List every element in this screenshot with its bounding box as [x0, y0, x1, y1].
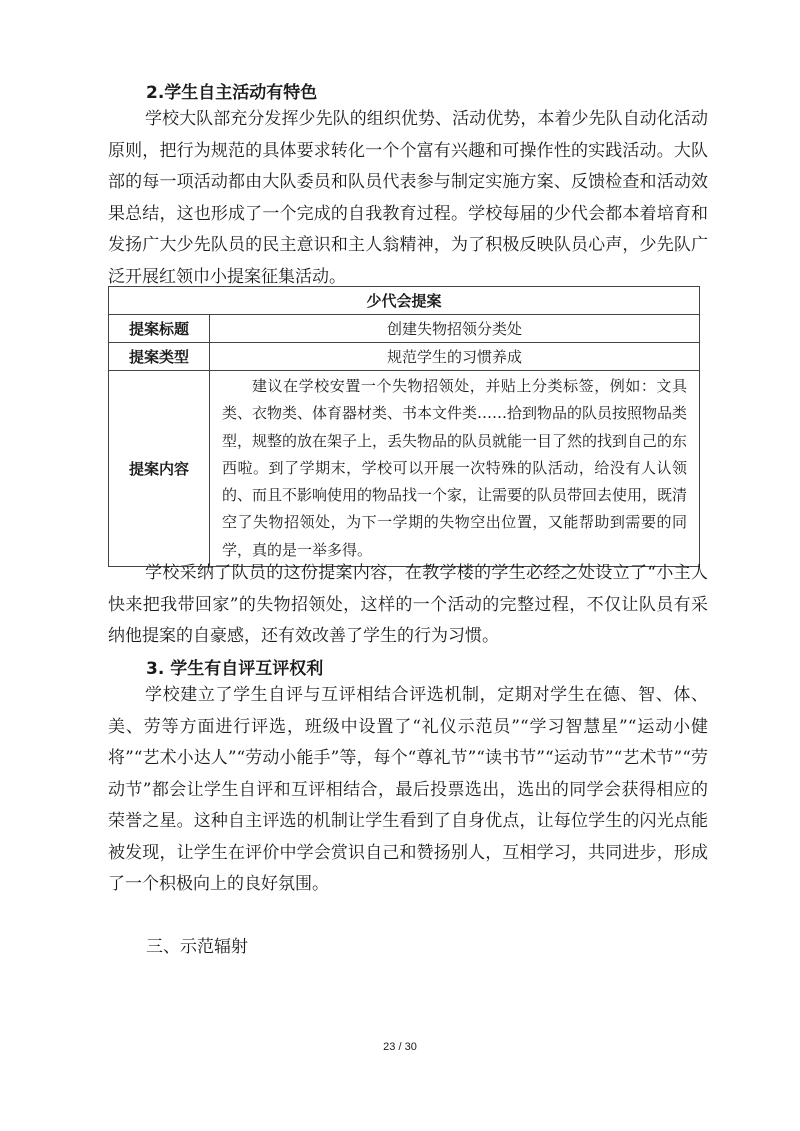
- table-value: 规范学生的习惯养成: [210, 343, 700, 371]
- body-paragraph: 学校大队部充分发挥少先队的组织优势、活动优势，本着少先队自动化活动原则，把行为规范的具体要求转化一个个富有兴趣和可操作性的实践活动。大队部的每一项活动都由大队委员和队员代表参与制定实施方案、反馈检查和活动效果总结，这也形成了一个完成的自我教育过程。学校每届的少代会都本着培育和发扬广大少先队员的民主意识和主人翁精神，为了积极反映队员心声，少先队广泛开展红领巾小提案征集活动。: [108, 109, 708, 287]
- table-row: [109, 371, 700, 567]
- table-row: [109, 315, 700, 343]
- table-title: 少代会提案: [109, 287, 700, 315]
- body-paragraph: 学校建立了学生自评与互评相结合评选机制，定期对学生在德、智、体、美、劳等方面进行评选，班级中设置了“礼仪示范员”“学习智慧星”“运动小健将”“艺术小达人”“劳动小能手”等，每个“尊礼节”“读书节”“运动节”“艺术节”“劳动节”都会让学生自评和互评相结合，最后投票选出，选出的同学会获得相应的荣誉之星。这种自主评选的机制让学生看到了自身优点，让每位学生的闪光点能被发现，让学生在评价中学会赏识自己和赞扬别人，互相学习，共同进步，形成了一个积极向上的良好氛围。: [108, 685, 708, 894]
- table-content: 建议在学校安置一个失物招领处，并贴上分类标签，例如：文具类、衣物类、体育器材类、书本文件类……拾到物品的队员按照物品类型，规整的放在架子上，丢失物品的队员就能一目了然的找到自己的东西啦。到了学期末，学校可以开展一次特殊的队活动，给没有人认领的、而且不影响使用的物品找一个家，让需要的队员带回去使用，既清空了失物招领处，为下一学期的失物空出位置，又能帮助到需要的同学，真的是一举多得。: [210, 371, 700, 567]
- section-heading: 三、示范辐射: [146, 937, 248, 957]
- page-number: 23 / 30: [383, 1041, 417, 1053]
- section-heading: 2.学生自主活动有特色: [146, 83, 318, 103]
- table-value: 创建失物招领分类处: [210, 315, 700, 343]
- section-heading: 3. 学生有自评互评权利: [146, 659, 324, 679]
- table-row: [109, 343, 700, 371]
- table-label: 提案类型: [109, 343, 210, 371]
- table-label: 提案标题: [109, 315, 210, 343]
- proposal-table: [108, 286, 700, 567]
- table-label: 提案内容: [109, 371, 210, 567]
- body-paragraph: 学校采纳了队员的这份提案内容，在教学楼的学生必经之处设立了“小主人快来把我带回家”的失物招领处，这样的一个活动的完整过程，不仅让队员有采纳他提案的自豪感，还有效改善了学生的行为习惯。: [108, 563, 708, 646]
